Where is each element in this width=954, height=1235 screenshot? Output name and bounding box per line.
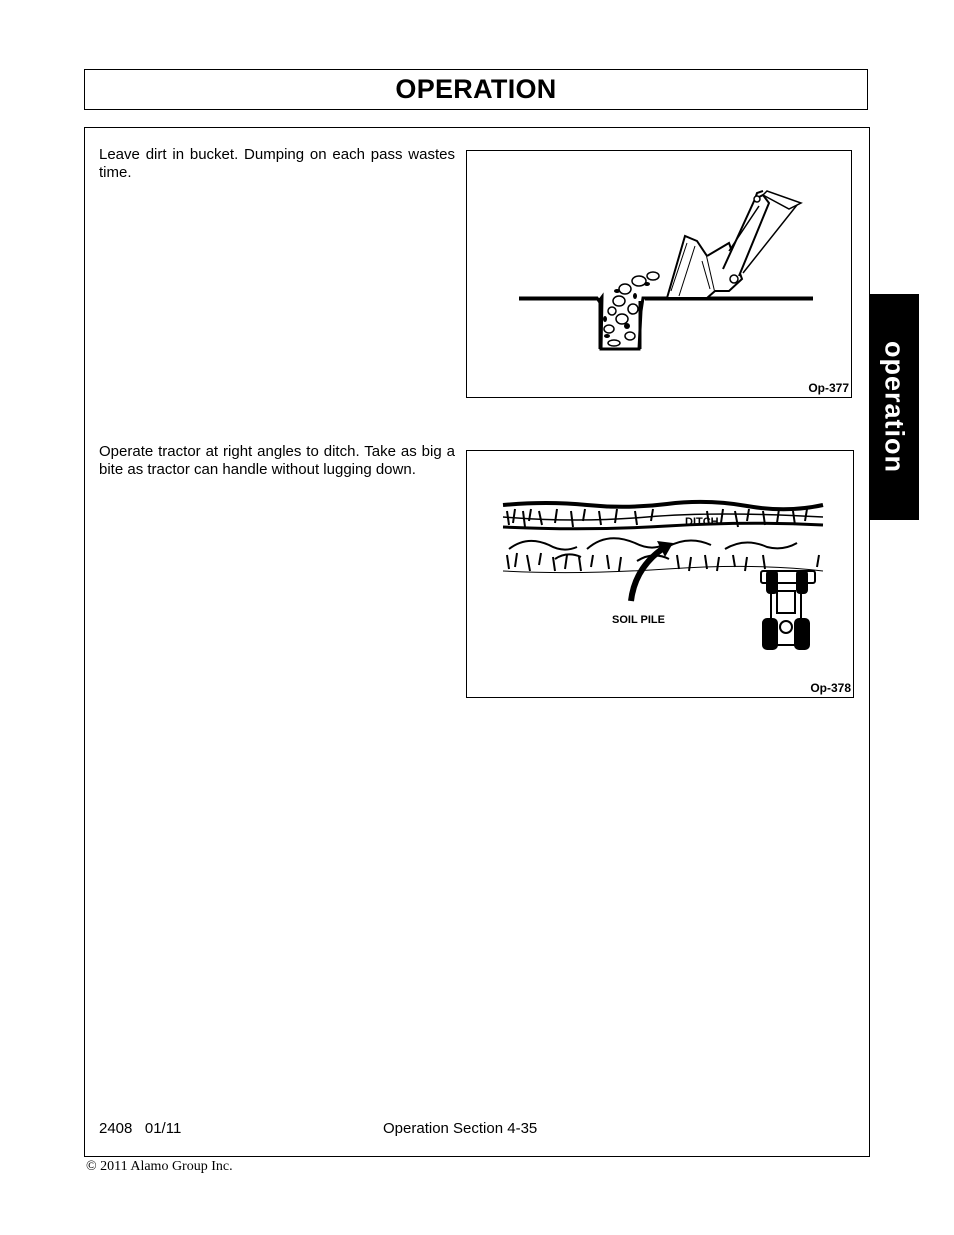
bucket-illustration bbox=[467, 151, 851, 397]
page-header bbox=[84, 69, 868, 110]
figure-ditch-soil-pile bbox=[466, 450, 854, 698]
soil-pile-label: SOIL PILE bbox=[612, 614, 665, 626]
copyright-notice: © 2011 Alamo Group Inc. bbox=[86, 1159, 233, 1174]
figure-code-op378: Op-378 bbox=[810, 681, 851, 695]
ditch-label: DITCH bbox=[685, 516, 719, 528]
instruction-bucket: Leave dirt in bucket. Dumping on each pass wastes time. bbox=[99, 146, 455, 181]
figure-bucket-dirt bbox=[466, 150, 852, 398]
content-area bbox=[84, 127, 870, 1157]
page-title: OPERATION bbox=[395, 74, 557, 104]
figure-code-op377: Op-377 bbox=[808, 381, 849, 395]
ditch-illustration bbox=[467, 451, 853, 697]
instruction-tractor-angle: Operate tractor at right angles to ditch. Take as big a bite as tractor can handle without lugging down. bbox=[99, 443, 455, 478]
doc-number: 2408 01/11 bbox=[99, 1120, 182, 1137]
page-section-number: Operation Section 4-35 bbox=[383, 1120, 538, 1137]
side-tab-label: operation bbox=[879, 340, 910, 474]
section-side-tab bbox=[869, 294, 919, 520]
